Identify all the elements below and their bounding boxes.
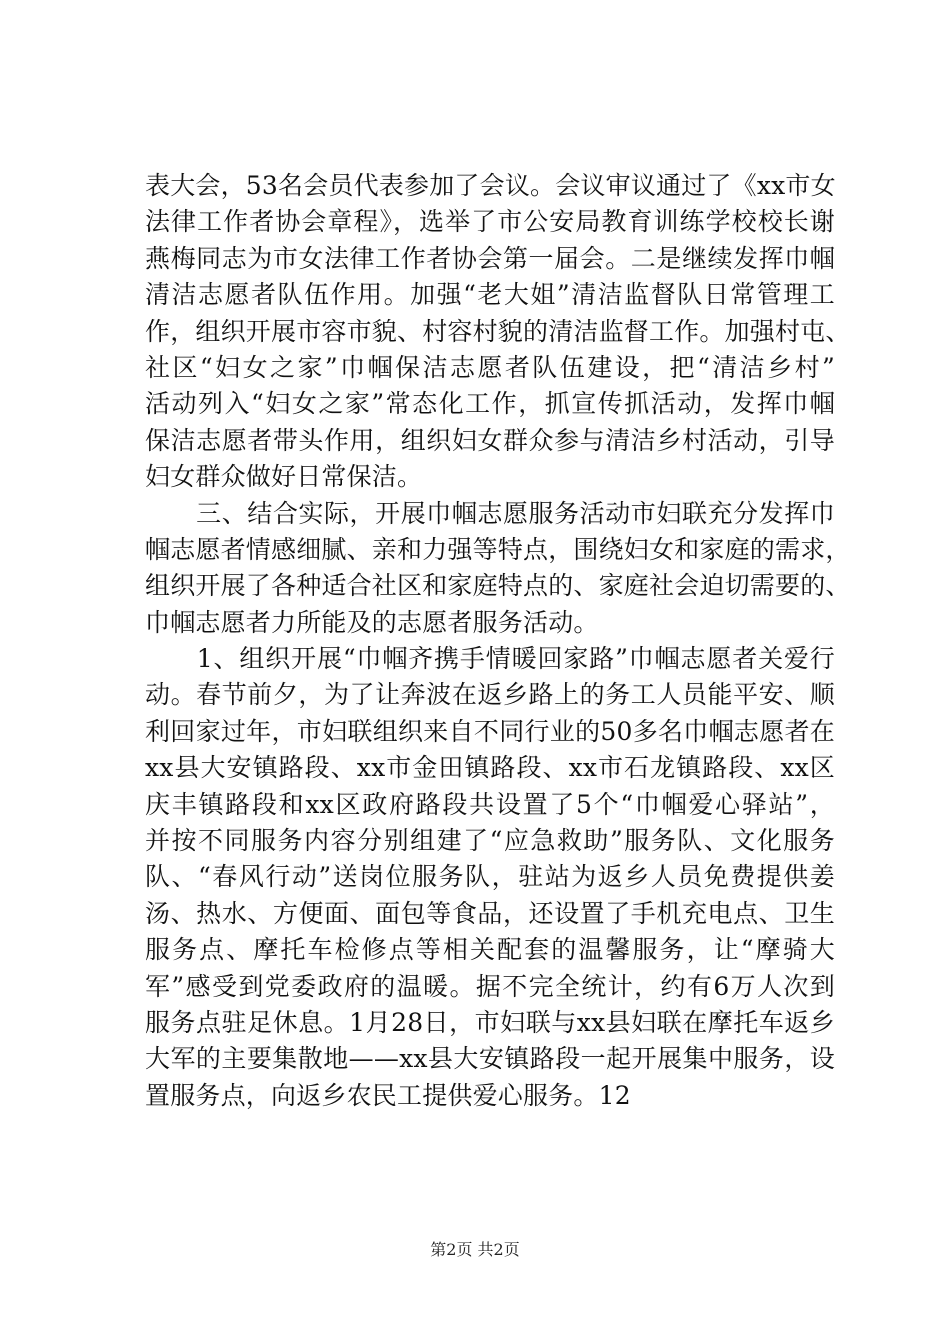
text-line: 帼志愿者情感细腻、亲和力强等特点，围绕妇女和家庭的需求， xyxy=(145,534,851,564)
text-line: 燕梅同志为市女法律工作者协会第一届会。二是继续发挥巾帼 xyxy=(145,243,835,273)
text-line: 汤、热水、方便面、面包等食品，还设置了手机充电点、卫生 xyxy=(145,898,835,928)
text-line: 军”感受到党委政府的温暖。据不完全统计，约有6万人次到 xyxy=(145,971,835,1001)
page-footer: 第2页 共2页 xyxy=(430,1240,520,1259)
text-line: 清洁志愿者队伍作用。加强“老大姐”清洁监督队日常管理工 xyxy=(145,280,835,310)
text-line: 队、“春风行动”送岗位服务队，驻站为返乡人员免费提供姜 xyxy=(145,862,835,892)
text-line: 社区“妇女之家”巾帼保洁志愿者队伍建设，把“清洁乡村” xyxy=(145,352,835,382)
text-line: 大军的主要集散地——xx县大安镇路段一起开展集中服务，设 xyxy=(145,1044,835,1074)
text-line: 服务点驻足休息。1月28日，市妇联与xx县妇联在摩托车返乡 xyxy=(145,1007,835,1037)
text-line: 三、结合实际，开展巾帼志愿服务活动市妇联充分发挥巾 xyxy=(145,498,835,528)
text-line: 活动列入“妇女之家”常态化工作，抓宣传抓活动，发挥巾帼 xyxy=(145,389,835,419)
document-body xyxy=(145,168,851,1114)
text-line: 法律工作者协会章程》，选举了市公安局教育训练学校校长谢 xyxy=(145,207,835,237)
text-line: 动。春节前夕，为了让奔波在返乡路上的务工人员能平安、顺 xyxy=(145,680,835,710)
text-line: 庆丰镇路段和xx区政府路段共设置了5个“巾帼爱心驿站”， xyxy=(145,789,835,819)
text-line: 1、组织开展“巾帼齐携手情暖回家路”巾帼志愿者关爱行 xyxy=(145,644,835,674)
text-line: xx县大安镇路段、xx市金田镇路段、xx市石龙镇路段、xx区 xyxy=(145,753,835,783)
text-line: 组织开展了各种适合社区和家庭特点的、家庭社会迫切需要的、 xyxy=(145,571,851,601)
text-line: 作，组织开展市容市貌、村容村貌的清洁监督工作。加强村屯、 xyxy=(145,316,851,346)
text-line: 巾帼志愿者力所能及的志愿者服务活动。 xyxy=(145,607,599,637)
text-line: 妇女群众做好日常保洁。 xyxy=(145,462,423,492)
text-line: 保洁志愿者带头作用，组织妇女群众参与清洁乡村活动，引导 xyxy=(145,425,835,455)
text-line: 并按不同服务内容分别组建了“应急救助”服务队、文化服务 xyxy=(145,826,835,856)
text-line: 利回家过年，市妇联组织来自不同行业的50多名巾帼志愿者在 xyxy=(145,716,835,746)
text-line: 表大会，53名会员代表参加了会议。会议审议通过了《xx市女 xyxy=(145,171,836,200)
text-line: 服务点、摩托车检修点等相关配套的温馨服务，让“摩骑大 xyxy=(145,935,835,965)
text-line: 置服务点，向返乡农民工提供爱心服务。12 xyxy=(145,1080,631,1110)
